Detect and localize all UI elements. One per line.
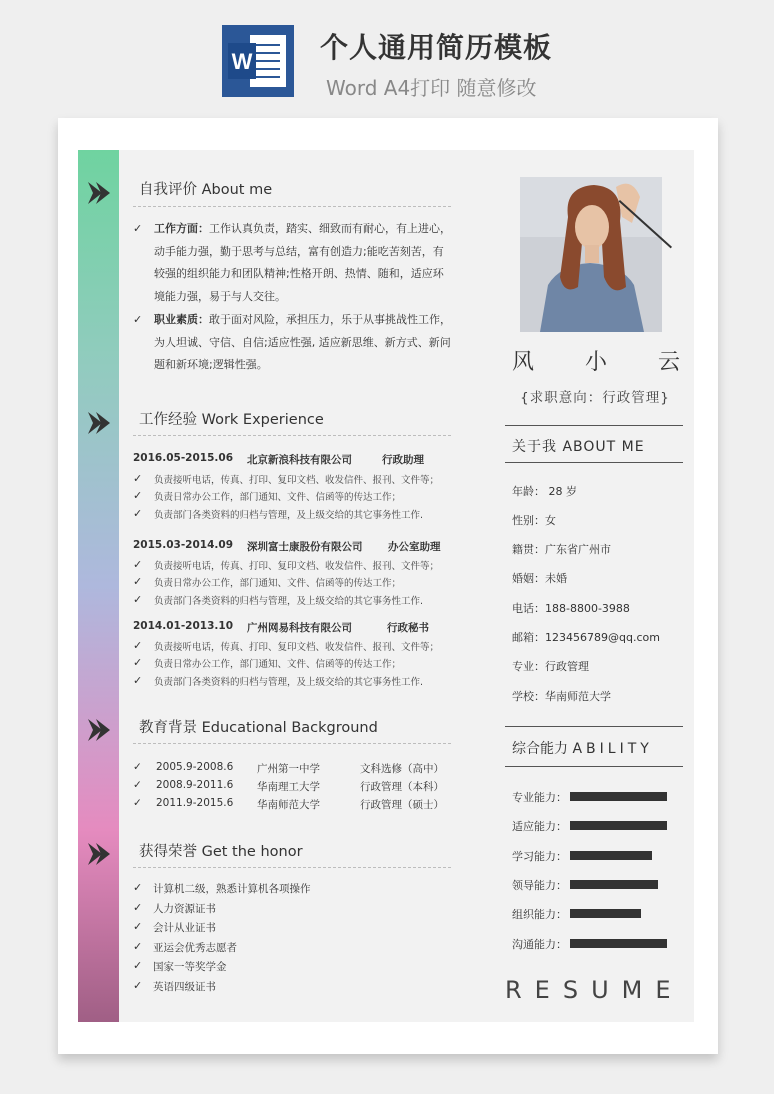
info-marital: 婚姻：未婚	[512, 572, 567, 585]
check-icon: ✓	[133, 222, 143, 235]
check-icon: ✓	[133, 674, 143, 687]
svg-text:W: W	[231, 49, 253, 74]
info-age: 年龄： 28 岁	[512, 485, 577, 498]
section-title-honor: 获得荣誉 Get the honor	[139, 844, 303, 860]
honor-item: 计算机二级，熟悉计算机各项操作	[153, 883, 311, 895]
check-icon: ✓	[133, 593, 143, 606]
skill-label: 学习能力：	[512, 849, 567, 863]
divider	[133, 435, 451, 436]
candidate-name: 风 小 云	[512, 350, 680, 375]
edu-major: 文科选修（高中）	[360, 763, 444, 775]
divider	[133, 867, 451, 868]
job-duty: 负责接听电话，传真、打印、复印文档、收发信件、报刊、文件等；	[154, 475, 440, 486]
resume-footer: RESUME	[505, 976, 684, 1004]
info-phone: 电话：188-8800-3988	[512, 602, 630, 615]
skill-bar	[570, 851, 652, 860]
job-duty: 负责接听电话，传真、打印、复印文档、收发信件、报刊、文件等；	[154, 561, 440, 572]
section-title-edu: 教育背景 Educational Background	[139, 720, 378, 736]
info-school: 学校：华南师范大学	[512, 690, 611, 703]
honor-item: 人力资源证书	[153, 903, 216, 915]
skill-label: 专业能力：	[512, 791, 567, 804]
check-icon: ✓	[133, 507, 143, 520]
edu-school: 华南理工大学	[257, 781, 320, 793]
divider	[505, 462, 683, 463]
info-hometown: 籍贯：广东省广州市	[512, 543, 611, 556]
check-icon: ✓	[133, 959, 143, 972]
job-duty: 负责部门各类资料的归档与管理，及上级交给的其它事务性工作.	[154, 510, 424, 521]
section-title-self: 自我评价 About me	[139, 182, 273, 198]
section-title-work: 工作经验 Work Experience	[139, 412, 324, 428]
job-duty: 负责部门各类资料的归档与管理，及上级交给的其它事务性工作.	[154, 677, 424, 688]
check-icon: ✓	[133, 639, 143, 652]
edu-school: 广州第一中学	[257, 763, 320, 775]
word-icon	[222, 25, 294, 97]
info-major: 专业：行政管理	[512, 660, 589, 673]
about-title: 关于我 ABOUT ME	[512, 439, 645, 455]
info-gender: 性别：女	[512, 514, 556, 527]
skill-bar	[570, 792, 667, 801]
honor-item: 亚运会优秀志愿者	[153, 942, 237, 954]
page-subtitle: Word A4打印 随意修改	[326, 76, 537, 100]
check-icon: ✓	[133, 761, 142, 773]
arrow-icon	[88, 182, 112, 204]
info-email: 邮箱：123456789@qq.com	[512, 631, 660, 644]
divider	[133, 743, 451, 744]
check-icon: ✓	[133, 558, 143, 571]
divider	[505, 766, 683, 767]
profile-photo	[520, 177, 662, 332]
job-duty: 负责日常办公工作，部门通知、文件、信函等的传达工作；	[154, 659, 402, 670]
edu-period: 2005.9-2008.6	[156, 761, 234, 773]
skill-label: 组织能力：	[512, 908, 567, 922]
arrow-icon	[88, 412, 112, 434]
self-eval-work: 工作方面：工作认真负责，踏实、细致而有耐心，有上进心，动手能力强，勤于思考与总结，富有创造力;能吃苦刻苦，有较强的组织能力和团队精神;性格开朗、热情、随和，适应环境能力强，易于与人交往。	[154, 222, 451, 303]
check-icon: ✓	[133, 920, 143, 933]
check-icon: ✓	[133, 472, 143, 485]
check-icon: ✓	[133, 779, 142, 791]
skill-bar	[570, 909, 641, 918]
check-icon: ✓	[133, 656, 143, 669]
ability-title: 综合能力 ABILITY	[512, 741, 653, 757]
check-icon: ✓	[133, 881, 143, 894]
check-icon: ✓	[133, 901, 143, 914]
job-duty: 负责日常办公工作，部门通知、文件、信函等的传达工作；	[154, 578, 402, 589]
edu-major: 行政管理（硕士）	[360, 799, 444, 811]
divider	[505, 726, 683, 727]
job-duty: 负责接听电话，传真、打印、复印文档、收发信件、报刊、文件等；	[154, 642, 440, 653]
honor-item: 会计从业证书	[153, 922, 216, 934]
divider	[505, 425, 683, 426]
honor-item: 英语四级证书	[153, 981, 216, 993]
check-icon: ✓	[133, 979, 143, 992]
skill-bar	[570, 821, 667, 830]
skill-bar	[570, 880, 658, 889]
skill-bar	[570, 939, 667, 948]
check-icon: ✓	[133, 489, 143, 502]
edu-major: 行政管理（本科）	[360, 781, 444, 793]
page-title: 个人通用简历模板	[320, 31, 553, 64]
check-icon: ✓	[133, 797, 142, 809]
self-eval-quality: 职业素质：敢于面对风险，承担压力，乐于从事挑战性工作，为人坦诚、守信、自信;适应性强, 适应新思维、新方式、新问题和新环境;逻辑性强。	[154, 313, 451, 371]
edu-school: 华南师范大学	[257, 799, 320, 811]
job-intent: {求职意向：行政管理}	[520, 390, 670, 406]
edu-period: 2008.9-2011.6	[156, 779, 234, 791]
check-icon: ✓	[133, 940, 143, 953]
honor-item: 国家一等奖学金	[153, 961, 227, 973]
check-icon: ✓	[133, 575, 143, 588]
job-duty: 负责日常办公工作，部门通知、文件、信函等的传达工作；	[154, 492, 402, 503]
job-duty: 负责部门各类资料的归档与管理，及上级交给的其它事务性工作.	[154, 596, 424, 607]
skill-label: 沟通能力：	[512, 937, 567, 951]
gradient-sidebar	[78, 150, 119, 1022]
edu-period: 2011.9-2015.6	[156, 797, 234, 809]
arrow-icon	[88, 719, 112, 741]
arrow-icon	[88, 843, 112, 865]
divider	[133, 206, 451, 207]
skill-label: 适应能力：	[512, 820, 567, 834]
check-icon: ✓	[133, 313, 143, 326]
skill-label: 领导能力：	[512, 878, 567, 892]
